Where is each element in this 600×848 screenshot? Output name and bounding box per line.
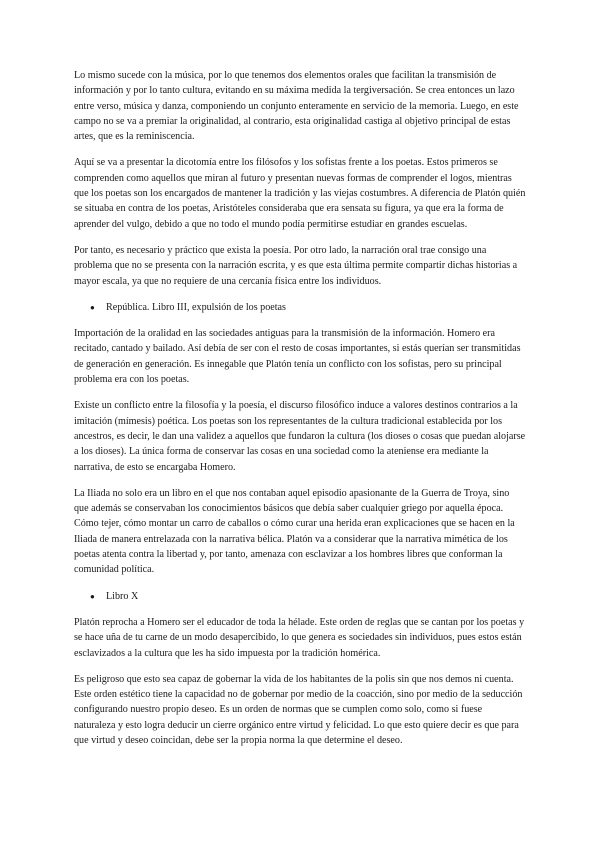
paragraph: Lo mismo sucede con la música, por lo que tenemos dos elementos orales que facilitan la transmisión de información y por lo tanto cultura, evitando en su máxima medida la tergiversación. Se crea entonces un lazo entre verso, música y danza, componiendo un conjunto enteramente en servicio de la memoria. Luego, en este campo no se va a premiar la originalidad, al contrario, esta originalidad castiga al objetivo principal de estas artes, que es la reminiscencia. <box>74 70 519 143</box>
bullet-icon: ● <box>90 302 95 312</box>
paragraph: Es peligroso que esto sea capaz de gobernar la vida de los habitantes de la polis sin que nos demos ni cuenta. Este orden estético tiene la capacidad no de gobernar por medio de la coacción, sino por medio de la seducción configurando nuestro propio deseo. Es un orden de normas que se cumplen como solo, como si fuese naturaleza y esto logra deducir un cierre orgánico entre virtud y felicidad. Lo que esto quiere decir es que para que virtud y deseo coincidan, debe ser la propia norma la que determine el deseo. <box>74 673 523 746</box>
bullet-icon: ● <box>90 591 95 601</box>
document-page <box>74 68 526 759</box>
list-item <box>74 300 526 315</box>
paragraph: La Iliada no solo era un libro en el que nos contaban aquel episodio apasionante de la Guerra de Troya, sino que además se conservaban los conocimientos básicos que debía saber cualquier griego por aquella época. Cómo tejer, cómo montar un carro de caballos o cómo curar una herida eran explicaciones que se hacen en la Iliada de manera entrelazada con la narrativa bélica. Platón va a considerar que la narrativa mimética de los poetas atenta contra la libertad y, por tanto, amenaza con esclavizar a los hombres libres que conforman la comunidad política. <box>74 487 515 576</box>
paragraph: Aquí se va a presentar la dicotomía entre los filósofos y los sofistas frente a los poetas. Estos primeros se comprenden como aquellos que miran al futuro y presentan nuevas formas de comprender el logos, mientras que los poetas son los encargados de mantener la tradición y las viejas costumbres. A diferencia de Platón quién se situaba en contra de los poetas, Aristóteles consideraba que era sensata su figura, ya que era la forma de aprender del vulgo, debido a que no todo el mundo podía permitirse estudiar en grandes escuelas. <box>74 157 526 230</box>
list-item <box>74 589 526 604</box>
paragraph: Platón reprocha a Homero ser el educador de toda la hélade. Este orden de reglas que se cantan por los poetas y se hace uña de tu carne de un modo desapercibido, lo que genera es sociedades sin individuos, pues estos están esclavizados a la cultura que les ha sido impuesta por la tradición homérica. <box>74 616 525 659</box>
paragraph: Importación de la oralidad en las sociedades antiguas para la transmisión de la información. Homero era recitado, cantado y bailado. Así debía de ser con el resto de cosas importantes, si estás querían ser transmitidas de generación en generación. Es innegable que Platón tenía un conflicto con los sofistas, pero su principal problema era con los poetas. <box>74 328 521 386</box>
list-item-text: Libro X <box>106 590 139 602</box>
paragraph: Por tanto, es necesario y práctico que exista la poesía. Por otro lado, la narración oral trae consigo una problema que no se presenta con la narración escrita, y es que esta última permite compartir dichas historias a mayor escala, ya que no requiere de una cercanía física entre los individuos. <box>74 244 518 287</box>
paragraph: Existe un conflicto entre la filosofía y la poesía, el discurso filosófico induce a valores destinos contrarios a la imitación (mímesis) poética. Los poetas son los representantes de la cultura tradicional establecida por los ancestros, es decir, le dan una validez a aquellos que fundaron la cultura (los dioses o cosas que puedan alojarse a los dioses). La única forma de conservar las cosas en una sociedad como la ateniense era mediante la narrativa, de esto se encargaba Homero. <box>74 400 526 473</box>
list-item-text: República. Libro III, expulsión de los poetas <box>106 301 286 313</box>
